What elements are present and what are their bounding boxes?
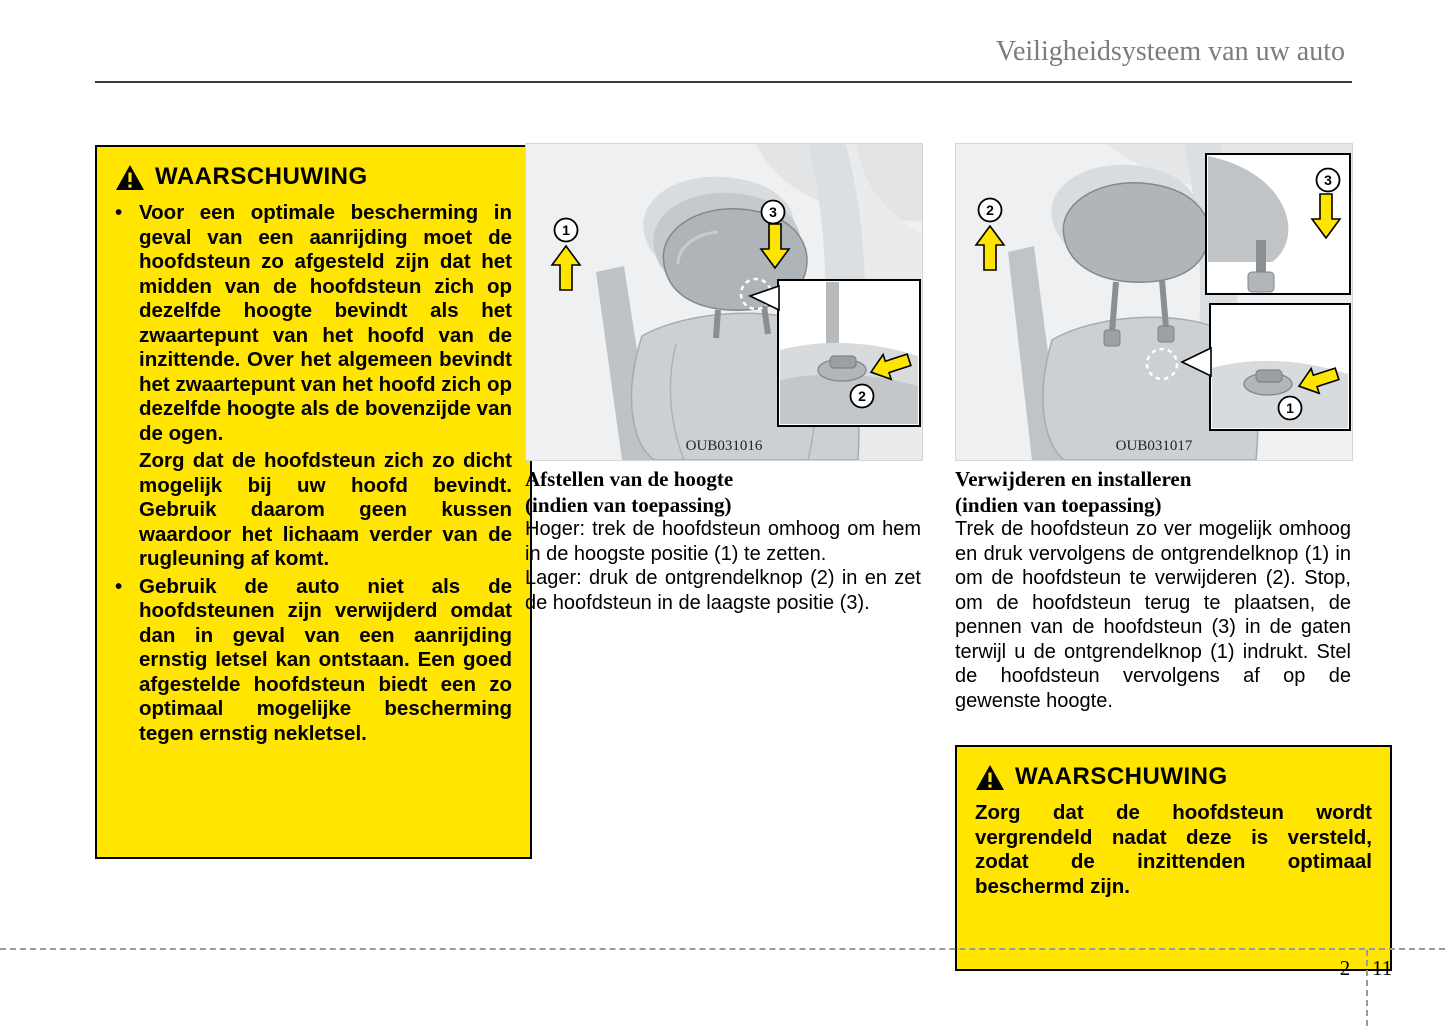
guide-sleeve (1158, 326, 1174, 342)
warning-item-text: Gebruik de auto niet als de hoofdsteunen zijn verwijderd omdat dan in geval van een aanrijding ernstig letsel kan ontstaan. Een goed afgestelde hoofdsteun biedt een zo optimaal mogelijke bescherming tegen ernstig nekletsel. (139, 574, 512, 745)
body-height-adjust (525, 517, 921, 615)
guide-sleeve (1104, 330, 1120, 346)
caption-remove-install (955, 466, 1351, 518)
callout-1-label: 1 (562, 222, 570, 238)
footer-vertical-divider (1366, 950, 1368, 1026)
headrest-height-illustration (526, 144, 922, 460)
warning-header (115, 163, 512, 191)
warning-bullet-item (115, 201, 512, 446)
warning-triangle-icon (115, 164, 145, 191)
paragraph: Hoger: trek de hoofdsteun omhoog om hem in de hoogste positie (1) te zetten. (525, 518, 921, 565)
warning-title: WAARSCHUWING (1015, 763, 1228, 790)
page-header-title: Veiligheidsysteem van uw auto (995, 36, 1345, 67)
figure-headrest-remove-install (955, 143, 1353, 461)
warning-item-text: Voor een optimale bescherming in geval van een aanrijding moet de hoofdsteun zo afgesteld zijn dat het midden van de hoofdsteun zich op dezelfde hoogte bevindt als het zwaartepunt van het hoofd van de inzittende. Over het algemeen bevindt het zwaartepunt van het hoofd zich op dezelfde hoogte als de bovenzijde van de ogen. (139, 201, 512, 445)
bullet-marker: • (115, 574, 123, 598)
warning-box-left (95, 145, 532, 859)
caption-line1: Verwijderen en installeren (955, 467, 1192, 491)
figure-code-label: OUB031016 (685, 438, 763, 454)
callout-3-label: 3 (769, 204, 777, 220)
warning-paragraph (115, 449, 512, 572)
warning-header (975, 763, 1372, 791)
warning-item-text: Zorg dat de hoofdsteun zich zo dicht mogelijk bij uw hoofd bevindt. Gebruik daarom geen kussen waardoor het lichaam verder van de rugleuning af komt. (139, 449, 512, 570)
callout-2-label: 2 (858, 388, 866, 404)
callout-1-label: 1 (1286, 400, 1294, 416)
caption-line2: (indien van toepassing) (955, 493, 1162, 517)
footer-dashed-divider (0, 948, 1445, 950)
paragraph: Trek de hoofdsteun zo ver mogelijk omhoog en druk vervolgens de ontgrendelknop (1) in om de hoofdsteun te verwijderen (2). Stop, om de hoofdsteun terug te plaatsen, de pennen van de hoofdsteun (3) in de gaten terwijl u de ontgrendelknop (1) indrukt. Stel de hoofdsteun vervolgens af op de gewenste hoogte. (955, 518, 1351, 712)
headrest (1063, 183, 1209, 282)
callout-2-label: 2 (986, 202, 994, 218)
callout-3-label: 3 (1324, 172, 1332, 188)
warning-bullet-item (115, 575, 512, 747)
chapter-number: 2 (1339, 956, 1351, 980)
header-divider (95, 81, 1352, 83)
page-number: 11 (1372, 956, 1393, 980)
warning-triangle-icon (975, 764, 1005, 791)
bullet-marker: • (115, 201, 123, 224)
caption-line2: (indien van toepassing) (525, 493, 732, 517)
pin-guide (1248, 272, 1274, 292)
caption-line1: Afstellen van de hoogte (525, 467, 734, 491)
figure-code-label: OUB031017 (1115, 438, 1193, 454)
paragraph: Lager: druk de ontgrendelknop (2) in en zet de hoofdsteun in de laagste positie (3). (525, 567, 921, 614)
warning-item-text: Zorg dat de hoofdsteun wordt vergrendeld nadat deze is versteld, zodat de inzittenden optimaal beschermd zijn. (975, 801, 1372, 898)
figure-headrest-height-adjust (525, 143, 923, 461)
headrest-removal-illustration (956, 144, 1352, 460)
warning-box-right (955, 745, 1392, 971)
warning-title: WAARSCHUWING (155, 163, 368, 190)
caption-height-adjust (525, 466, 921, 518)
body-remove-install (955, 517, 1351, 713)
